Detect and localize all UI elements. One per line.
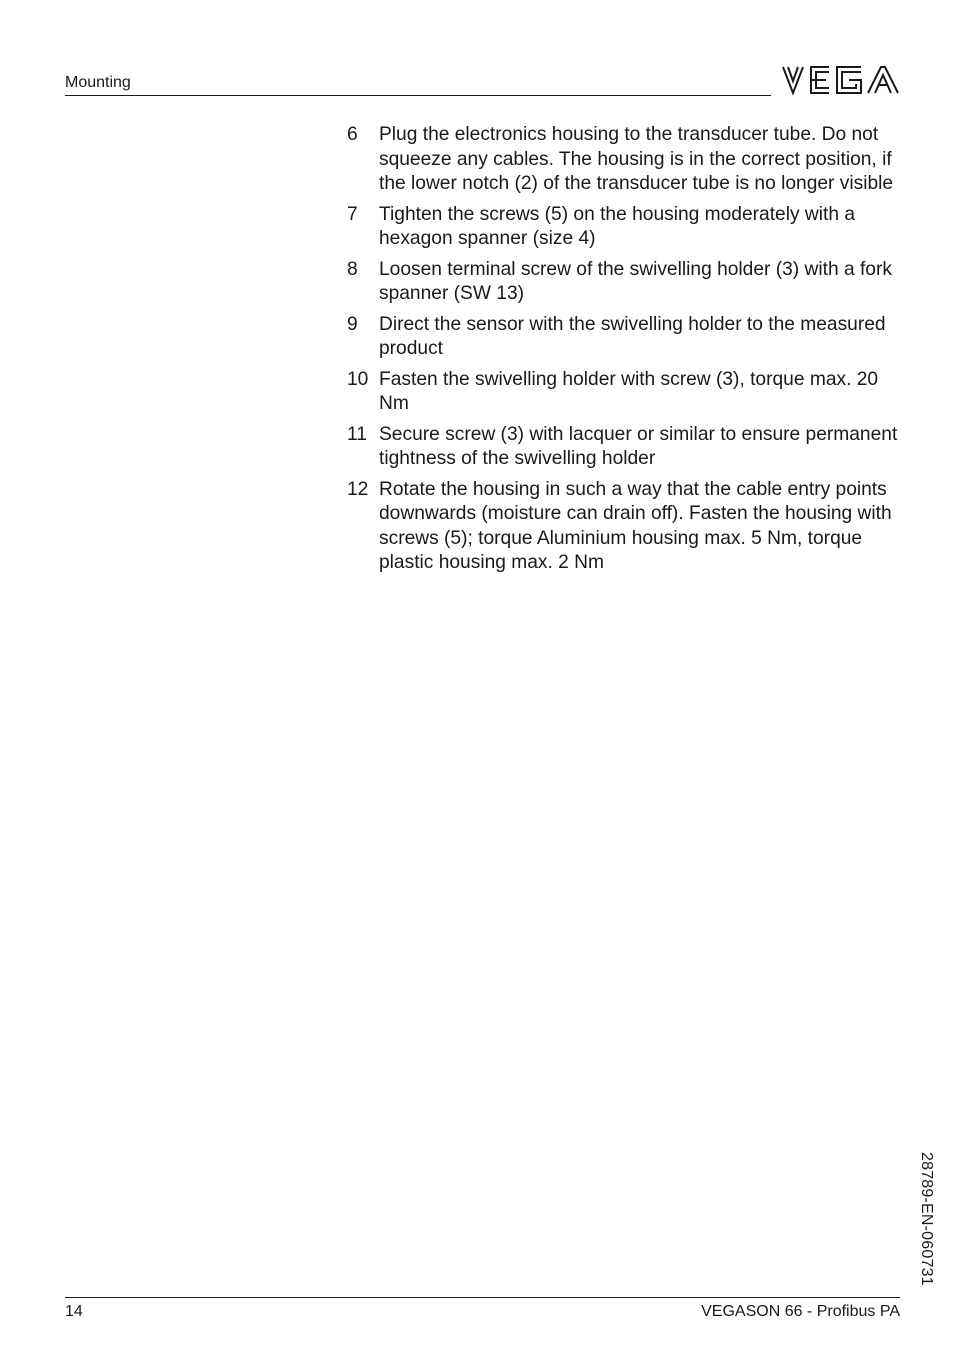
step-number: 12 (347, 478, 369, 500)
instruction-steps (347, 123, 907, 582)
step-number: 10 (347, 368, 369, 390)
step-number: 11 (347, 423, 367, 445)
page-section-title: Mounting (65, 74, 131, 91)
step-text: Rotate the housing in such a way that the cable entry points downwards (moisture can drain off). Fasten the housing with screws (5); torque Aluminium housing max. 5 Nm, torque plastic housing max. 2 Nm (379, 478, 892, 573)
step-text: Fasten the swivelling holder with screw (3), torque max. 20 Nm (379, 368, 879, 414)
step-number: 7 (347, 203, 358, 225)
list-item (347, 368, 907, 417)
step-text: Tighten the screws (5) on the housing moderately with a hexagon spanner (size 4) (379, 203, 856, 249)
list-item (347, 203, 907, 252)
step-text: Loosen terminal screw of the swivelling holder (3) with a fork spanner (SW 13) (379, 258, 892, 304)
list-item (347, 478, 907, 576)
step-text: Direct the sensor with the swivelling holder to the measured product (379, 313, 886, 359)
step-number: 6 (347, 124, 358, 145)
list-item (347, 423, 907, 472)
footer-divider (65, 1297, 900, 1298)
step-text: Plug the electronics housing to the transducer tube. Do not squeeze any cables. The housing is in the correct position, if the lower notch (2) of the transducer tube is no longer visible (379, 124, 894, 194)
header-divider (65, 95, 771, 96)
step-number: 9 (347, 313, 358, 335)
step-text: Secure screw (3) with lacquer or similar to ensure permanent tightness of the swivelling holder (379, 423, 898, 469)
vega-logo-graphic (781, 63, 900, 97)
document-code: 28789-EN-060731 (918, 1152, 935, 1286)
list-item (347, 258, 907, 307)
list-item (347, 313, 907, 362)
list-item (347, 123, 907, 197)
step-number: 8 (347, 258, 358, 280)
page-number: 14 (65, 1303, 83, 1320)
vega-logo (781, 63, 900, 97)
product-name: VEGASON 66 - Profibus PA (701, 1303, 900, 1320)
